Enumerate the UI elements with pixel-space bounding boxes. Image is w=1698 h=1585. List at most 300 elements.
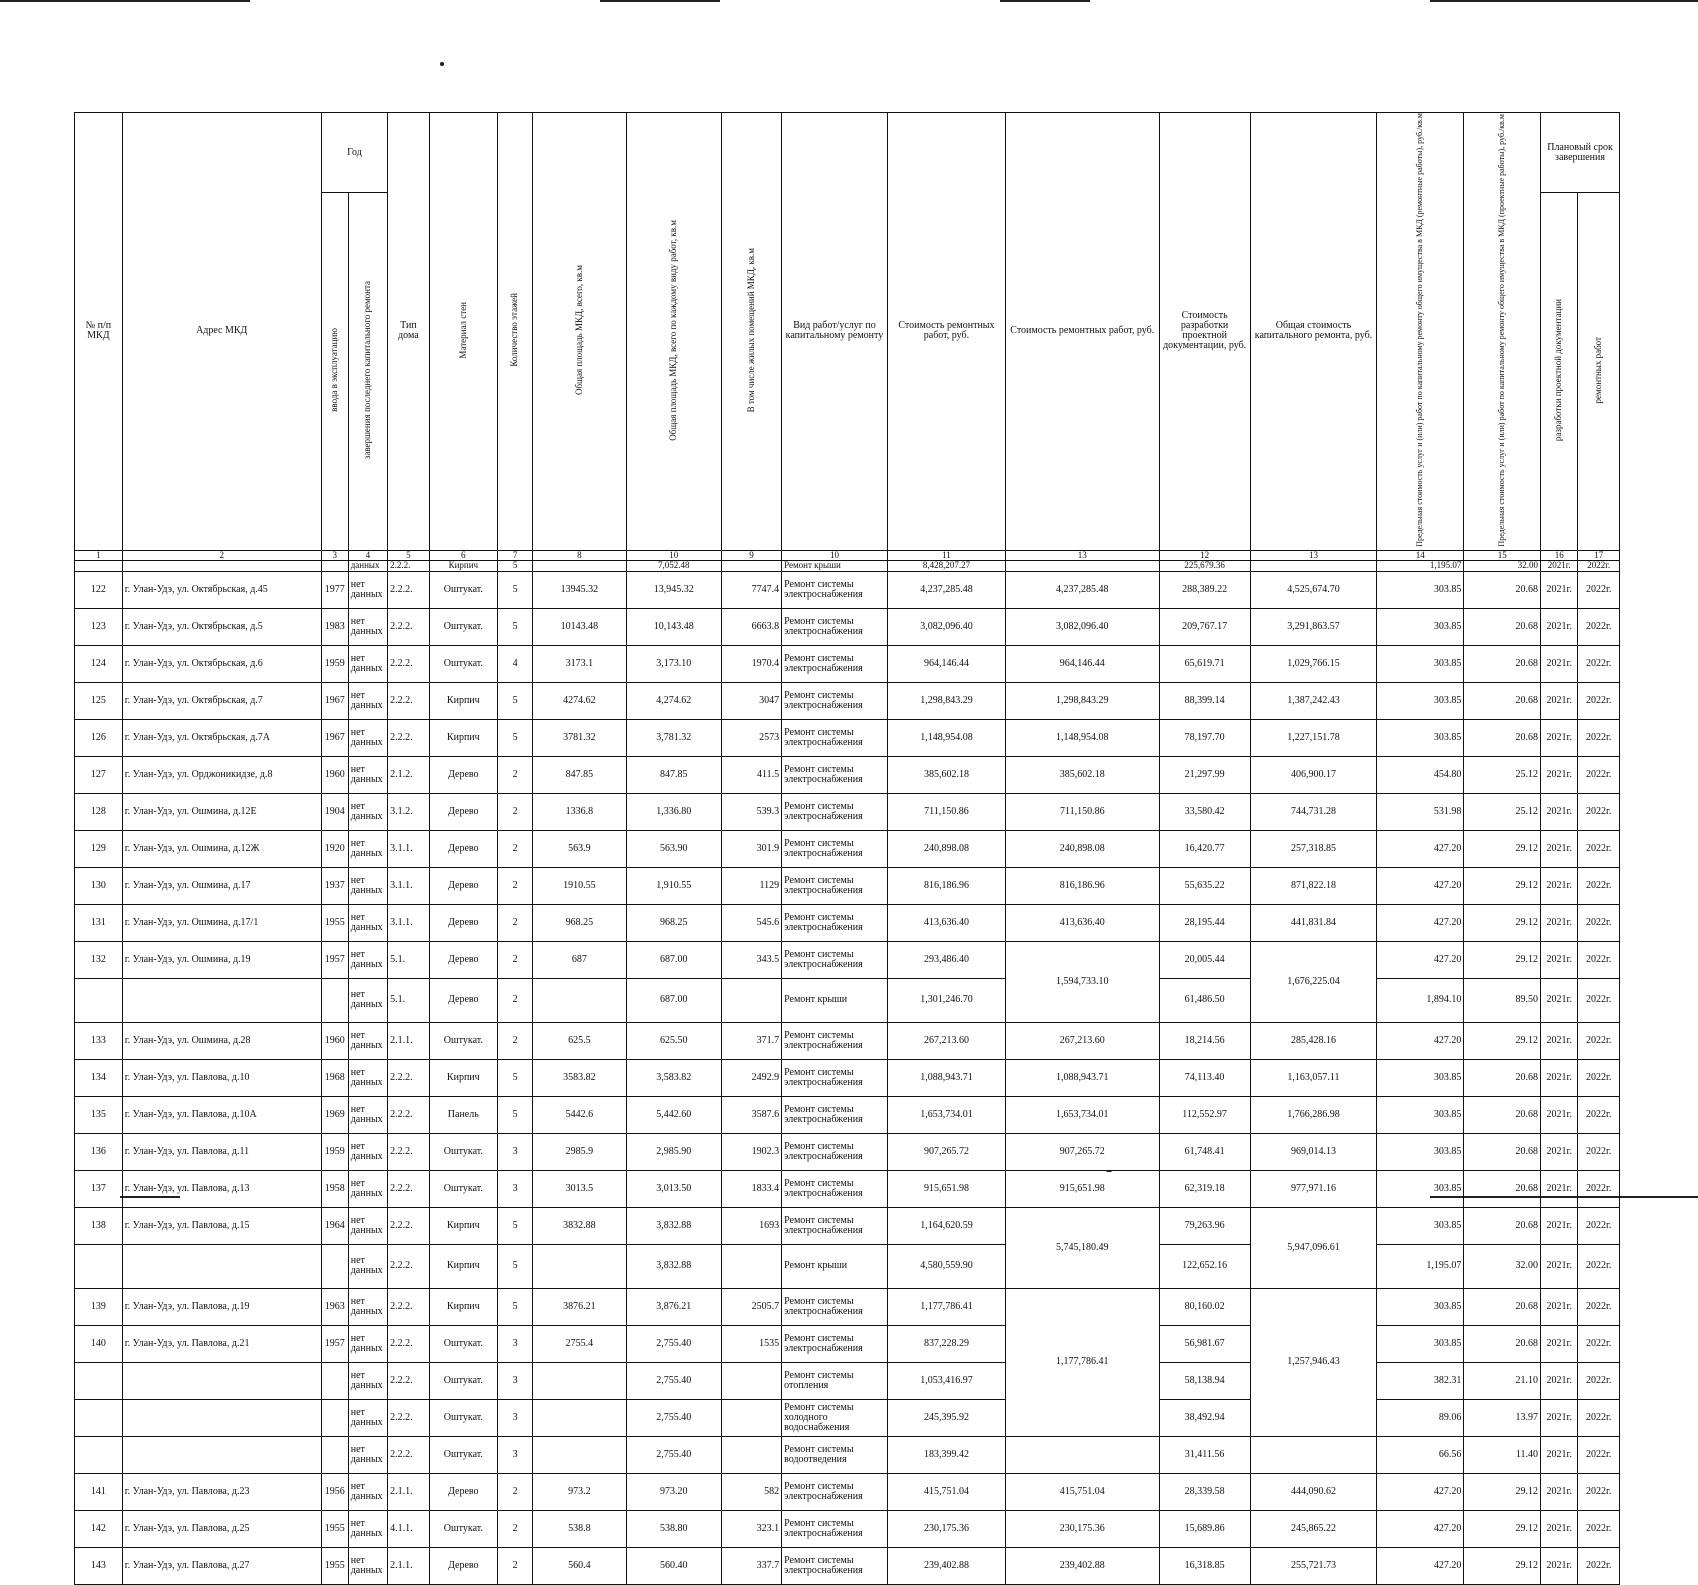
cell-cost-repair: 183,399.42 <box>887 1436 1005 1473</box>
cell-house-type: 3.1.1. <box>388 867 429 904</box>
cell-cost-repair: 385,602.18 <box>887 756 1005 793</box>
cell-year-last-repair: нет данных <box>348 904 387 941</box>
cell-plan-repair: 2022г. <box>1578 1436 1620 1473</box>
cell-year-last-repair: нет данных <box>348 1473 387 1510</box>
cell-total-area <box>533 1244 626 1288</box>
cell-year-last-repair: нет данных <box>348 756 387 793</box>
cell-year-last-repair: нет данных <box>348 571 387 608</box>
scan-speck <box>440 62 444 66</box>
cell-year-last-repair: нет данных <box>348 1096 387 1133</box>
header-limit-repair: Предельная стоимость услуг и (или) работ по капитальному ремонту общего имущества в МКД (ремонтные работы), руб./кв.м <box>1377 113 1464 551</box>
scan-edge-mark <box>600 0 720 2</box>
cell-total-area: 4274.62 <box>533 682 626 719</box>
cell-house-type: 2.2.2. <box>388 1325 429 1362</box>
cell-plan-repair: 2022г. <box>1578 1096 1620 1133</box>
cell-cost-total <box>1250 560 1377 571</box>
header-plan-repair: ремонтных работ <box>1578 193 1620 550</box>
cell-limit-project: 20.68 <box>1464 571 1541 608</box>
header-cost-total: Общая стоимость капитального ремонта, руб. <box>1250 113 1377 551</box>
cell-area-per-work: 2,755.40 <box>626 1436 721 1473</box>
cell-cost-repair-total: 239,402.88 <box>1006 1547 1159 1584</box>
cell-wall-material: Кирпич <box>429 682 497 719</box>
cell-plan-project: 2021г. <box>1541 978 1578 1022</box>
cell-wall-material: Оштукат. <box>429 608 497 645</box>
cell-cost-repair-total: 964,146.44 <box>1006 645 1159 682</box>
cell-cost-project: 65,619.71 <box>1159 645 1250 682</box>
cell-plan-project: 2021г. <box>1541 682 1578 719</box>
cell-work-type: Ремонт системы холодного водоснабжения <box>782 1399 888 1436</box>
cell-year-last-repair: нет данных <box>348 682 387 719</box>
cell-floors: 2 <box>498 941 533 978</box>
cell-cost-project: 112,552.97 <box>1159 1096 1250 1133</box>
cell-floors: 5 <box>498 571 533 608</box>
header-plan-project: разработки проектной документации <box>1541 193 1578 550</box>
cell-house-type: 2.2.2. <box>388 719 429 756</box>
cell-year-commission: 1955 <box>321 1547 348 1584</box>
cell-row-number: 135 <box>75 1096 123 1133</box>
cell-work-type: Ремонт системы электроснабжения <box>782 867 888 904</box>
cell-year-commission: 1937 <box>321 867 348 904</box>
cell-address: г. Улан-Удэ, ул. Ошмина, д.17 <box>122 867 321 904</box>
header-cost-project: Стоимость разработки проектной документации, руб. <box>1159 113 1250 551</box>
cell-house-type: 2.2.2. <box>388 645 429 682</box>
cell-residential-area: 1535 <box>721 1325 781 1362</box>
cell-year-commission: 1920 <box>321 830 348 867</box>
cell-plan-repair: 2022г. <box>1578 571 1620 608</box>
cell-year-commission: 1983 <box>321 608 348 645</box>
table-row <box>75 645 1620 682</box>
cell-plan-project: 2021г. <box>1541 608 1578 645</box>
cell-row-number: 133 <box>75 1022 123 1059</box>
cell-plan-project: 2021г. <box>1541 1288 1578 1325</box>
cell-work-type: Ремонт системы электроснабжения <box>782 904 888 941</box>
cell-address: г. Улан-Удэ, ул. Павлова, д.11 <box>122 1133 321 1170</box>
cell-row-number: 139 <box>75 1288 123 1325</box>
cell-plan-repair: 2022г. <box>1578 1244 1620 1288</box>
cell-floors: 2 <box>498 1022 533 1059</box>
cell-floors: 3 <box>498 1436 533 1473</box>
table-row <box>75 1170 1620 1207</box>
table-row <box>75 682 1620 719</box>
cell-house-type: 2.2.2. <box>388 1059 429 1096</box>
table-row <box>75 756 1620 793</box>
cell-cost-total: 1,227,151.78 <box>1250 719 1377 756</box>
cell-limit-project: 13.97 <box>1464 1399 1541 1436</box>
cell-area-per-work: 1,336.80 <box>626 793 721 830</box>
cell-plan-repair: 2022г. <box>1578 904 1620 941</box>
cell-residential-area: 337.7 <box>721 1547 781 1584</box>
cell-work-type: Ремонт системы электроснабжения <box>782 1288 888 1325</box>
cell-floors: 2 <box>498 793 533 830</box>
cell-address <box>122 1399 321 1436</box>
cell-floors: 5 <box>498 1059 533 1096</box>
cell-limit-project: 20.68 <box>1464 1207 1541 1244</box>
cell-limit-repair: 427.20 <box>1377 867 1464 904</box>
cell-wall-material: Дерево <box>429 756 497 793</box>
cell-limit-repair: 89.06 <box>1377 1399 1464 1436</box>
cell-cost-repair-total: 1,298,843.29 <box>1006 682 1159 719</box>
table-row <box>75 1473 1620 1510</box>
cell-cost-repair-total: 3,082,096.40 <box>1006 608 1159 645</box>
cell-cost-repair: 816,186.96 <box>887 867 1005 904</box>
cell-cost-repair-total: 385,602.18 <box>1006 756 1159 793</box>
cell-limit-repair: 303.85 <box>1377 571 1464 608</box>
cell-plan-project: 2021г. <box>1541 941 1578 978</box>
cell-cost-project: 33,580.42 <box>1159 793 1250 830</box>
cell-house-type: 2.2.2. <box>388 1399 429 1436</box>
cell-cost-repair: 4,237,285.48 <box>887 571 1005 608</box>
header-area-per-work: Общая площадь МКД, всего по каждому виду работ, кв.м <box>626 113 721 551</box>
cell-wall-material: Дерево <box>429 904 497 941</box>
table-row <box>75 608 1620 645</box>
cell-cost-repair-total: 915,651.98 <box>1006 1170 1159 1207</box>
cell-year-commission <box>321 1362 348 1399</box>
cell-cost-repair-total: 1,088,943.71 <box>1006 1059 1159 1096</box>
cell-residential-area: 2505.7 <box>721 1288 781 1325</box>
cell-limit-project: 20.68 <box>1464 1288 1541 1325</box>
cell-plan-project: 2021г. <box>1541 1547 1578 1584</box>
cell-plan-repair: 2022г. <box>1578 1325 1620 1362</box>
cell-floors: 5 <box>498 560 533 571</box>
cell-area-per-work: 1,910.55 <box>626 867 721 904</box>
cell-house-type: 2.2.2. <box>388 1436 429 1473</box>
table-row <box>75 904 1620 941</box>
cell-row-number: 132 <box>75 941 123 978</box>
cell-total-area: 968.25 <box>533 904 626 941</box>
cell-plan-repair: 2022г. <box>1578 1170 1620 1207</box>
cell-row-number: 128 <box>75 793 123 830</box>
cell-limit-project: 20.68 <box>1464 645 1541 682</box>
cell-total-area <box>533 1436 626 1473</box>
cell-row-number: 127 <box>75 756 123 793</box>
cell-cost-total: 444,090.62 <box>1250 1473 1377 1510</box>
cell-year-commission <box>321 1244 348 1288</box>
table-row <box>75 1399 1620 1436</box>
header-wall-material: Материал стен <box>429 113 497 551</box>
cell-residential-area <box>721 978 781 1022</box>
cell-year-commission: 1956 <box>321 1473 348 1510</box>
cell-house-type: 2.2.2. <box>388 1207 429 1244</box>
cell-year-commission <box>321 1436 348 1473</box>
cell-cost-repair: 245,395.92 <box>887 1399 1005 1436</box>
cell-cost-project: 122,652.16 <box>1159 1244 1250 1288</box>
cell-house-type: 2.2.2. <box>388 560 429 571</box>
cell-cost-project: 58,138.94 <box>1159 1362 1250 1399</box>
column-number: 7 <box>498 550 533 560</box>
cell-limit-project: 29.12 <box>1464 1510 1541 1547</box>
cell-house-type: 2.2.2. <box>388 1170 429 1207</box>
cell-residential-area: 7747.4 <box>721 571 781 608</box>
cell-cost-project: 16,420.77 <box>1159 830 1250 867</box>
cell-area-per-work: 3,583.82 <box>626 1059 721 1096</box>
cell-cost-total: 744,731.28 <box>1250 793 1377 830</box>
cell-year-last-repair: нет данных <box>348 1362 387 1399</box>
cell-year-commission: 1964 <box>321 1207 348 1244</box>
cell-year-last-repair: нет данных <box>348 1436 387 1473</box>
table-row <box>75 978 1620 1022</box>
cell-address: г. Улан-Удэ, ул. Октябрьская, д.45 <box>122 571 321 608</box>
cell-total-area: 10143.48 <box>533 608 626 645</box>
cell-cost-total: 977,971.16 <box>1250 1170 1377 1207</box>
cell-limit-project: 29.12 <box>1464 867 1541 904</box>
cell-cost-total: 1,029,766.15 <box>1250 645 1377 682</box>
header-row-1 <box>75 113 1620 193</box>
cell-plan-repair: 2022г. <box>1578 682 1620 719</box>
cell-limit-repair: 531.98 <box>1377 793 1464 830</box>
column-number: 13 <box>1250 550 1377 560</box>
cell-cost-repair: 230,175.36 <box>887 1510 1005 1547</box>
column-number: 13 <box>1006 550 1159 560</box>
cell-residential-area <box>721 1399 781 1436</box>
cell-cost-project: 62,319.18 <box>1159 1170 1250 1207</box>
cell-plan-project: 2021г. <box>1541 1399 1578 1436</box>
cell-year-commission <box>321 1399 348 1436</box>
cell-limit-project: 89.50 <box>1464 978 1541 1022</box>
cell-area-per-work: 2,755.40 <box>626 1399 721 1436</box>
cell-cost-repair-total: 4,237,285.48 <box>1006 571 1159 608</box>
cell-plan-repair: 2022г. <box>1578 1133 1620 1170</box>
column-number: 4 <box>348 550 387 560</box>
cell-plan-repair: 2022г. <box>1578 1473 1620 1510</box>
cell-year-last-repair: нет данных <box>348 645 387 682</box>
cell-limit-repair: 427.20 <box>1377 1473 1464 1510</box>
column-number: 8 <box>533 550 626 560</box>
cell-plan-project: 2021г. <box>1541 867 1578 904</box>
cell-work-type: Ремонт системы электроснабжения <box>782 1207 888 1244</box>
cell-work-type: Ремонт системы электроснабжения <box>782 1096 888 1133</box>
cell-cost-total <box>1250 1436 1377 1473</box>
cell-year-commission: 1958 <box>321 1170 348 1207</box>
cell-house-type: 2.1.1. <box>388 1547 429 1584</box>
cell-limit-project: 29.12 <box>1464 904 1541 941</box>
cell-total-area <box>533 1362 626 1399</box>
cell-cost-repair-total: 907,265.72 <box>1006 1133 1159 1170</box>
cell-limit-repair: 303.85 <box>1377 1096 1464 1133</box>
cell-house-type: 3.1.1. <box>388 830 429 867</box>
header-year-group: Год <box>321 113 387 193</box>
table-row <box>75 941 1620 978</box>
cell-cost-project: 225,679.36 <box>1159 560 1250 571</box>
cell-plan-project: 2021г. <box>1541 1473 1578 1510</box>
cell-house-type: 2.2.2. <box>388 571 429 608</box>
cell-floors: 3 <box>498 1133 533 1170</box>
cell-address <box>122 1362 321 1399</box>
column-number: 14 <box>1377 550 1464 560</box>
cell-cost-project: 88,399.14 <box>1159 682 1250 719</box>
cell-limit-project: 20.68 <box>1464 608 1541 645</box>
cell-year-commission: 1904 <box>321 793 348 830</box>
cell-house-type: 2.2.2. <box>388 1096 429 1133</box>
cell-total-area: 1910.55 <box>533 867 626 904</box>
cell-cost-repair: 1,088,943.71 <box>887 1059 1005 1096</box>
table-row <box>75 1510 1620 1547</box>
cell-year-last-repair: нет данных <box>348 1288 387 1325</box>
cell-plan-project: 2021г. <box>1541 1096 1578 1133</box>
cell-plan-project: 2021г. <box>1541 1325 1578 1362</box>
cell-cost-repair: 267,213.60 <box>887 1022 1005 1059</box>
cell-cost-total: 255,721.73 <box>1250 1547 1377 1584</box>
cell-limit-repair: 303.85 <box>1377 682 1464 719</box>
cell-floors: 2 <box>498 1510 533 1547</box>
cell-limit-project: 20.68 <box>1464 682 1541 719</box>
cell-total-area: 1336.8 <box>533 793 626 830</box>
cell-cost-project: 78,197.70 <box>1159 719 1250 756</box>
cell-area-per-work: 13,945.32 <box>626 571 721 608</box>
cell-plan-repair: 2022г. <box>1578 1059 1620 1096</box>
cell-work-type: Ремонт системы водоотведения <box>782 1436 888 1473</box>
cell-address: г. Улан-Удэ, ул. Павлова, д.19 <box>122 1288 321 1325</box>
scan-edge-mark <box>1430 0 1698 2</box>
table-row <box>75 1325 1620 1362</box>
cell-area-per-work: 847.85 <box>626 756 721 793</box>
cell-floors: 5 <box>498 1096 533 1133</box>
cell-cost-repair: 4,580,559.90 <box>887 1244 1005 1288</box>
cell-wall-material: Дерево <box>429 978 497 1022</box>
cell-year-commission <box>321 978 348 1022</box>
cell-wall-material: Дерево <box>429 830 497 867</box>
cell-limit-repair: 303.85 <box>1377 645 1464 682</box>
cell-plan-project: 2021г. <box>1541 719 1578 756</box>
cell-plan-project: 2021г. <box>1541 793 1578 830</box>
table-row <box>75 1436 1620 1473</box>
cell-year-commission: 1967 <box>321 719 348 756</box>
cell-year-last-repair: нет данных <box>348 1325 387 1362</box>
cell-row-number <box>75 1399 123 1436</box>
cell-area-per-work: 2,755.40 <box>626 1325 721 1362</box>
cell-address: г. Улан-Удэ, ул. Павлова, д.23 <box>122 1473 321 1510</box>
scan-edge-mark <box>0 0 250 2</box>
cell-plan-repair: 2022г. <box>1578 719 1620 756</box>
cell-cost-repair: 915,651.98 <box>887 1170 1005 1207</box>
cell-total-area: 847.85 <box>533 756 626 793</box>
cell-limit-repair: 303.85 <box>1377 1325 1464 1362</box>
cell-house-type: 2.2.2. <box>388 682 429 719</box>
table-row <box>75 571 1620 608</box>
header-floors: Количество этажей <box>498 113 533 551</box>
cell-area-per-work: 560.40 <box>626 1547 721 1584</box>
cell-cost-repair-total: 230,175.36 <box>1006 1510 1159 1547</box>
cell-work-type: Ремонт системы электроснабжения <box>782 756 888 793</box>
cell-cost-project: 15,689.86 <box>1159 1510 1250 1547</box>
cell-house-type: 2.2.2. <box>388 1288 429 1325</box>
cell-row-number: 122 <box>75 571 123 608</box>
cell-year-commission: 1969 <box>321 1096 348 1133</box>
cell-floors: 3 <box>498 1170 533 1207</box>
cell-residential-area: 323.1 <box>721 1510 781 1547</box>
cell-work-type: Ремонт системы электроснабжения <box>782 571 888 608</box>
cell-total-area: 3583.82 <box>533 1059 626 1096</box>
cell-cost-repair: 1,653,734.01 <box>887 1096 1005 1133</box>
cell-total-area <box>533 560 626 571</box>
cell-row-number <box>75 978 123 1022</box>
cell-cost-total: 1,766,286.98 <box>1250 1096 1377 1133</box>
cell-wall-material: Оштукат. <box>429 1022 497 1059</box>
cell-plan-repair: 2022г. <box>1578 1022 1620 1059</box>
cell-floors: 4 <box>498 645 533 682</box>
cell-residential-area: 2492.9 <box>721 1059 781 1096</box>
column-number: 16 <box>1541 550 1578 560</box>
cell-limit-project: 21.10 <box>1464 1362 1541 1399</box>
cell-area-per-work: 3,832.88 <box>626 1244 721 1288</box>
cell-residential-area: 545.6 <box>721 904 781 941</box>
cell-cost-repair: 1,301,246.70 <box>887 978 1005 1022</box>
cell-residential-area: 1970.4 <box>721 645 781 682</box>
cell-row-number: 136 <box>75 1133 123 1170</box>
cell-total-area: 973.2 <box>533 1473 626 1510</box>
cell-limit-repair: 303.85 <box>1377 719 1464 756</box>
cell-cost-project: 288,389.22 <box>1159 571 1250 608</box>
cell-cost-total: 3,291,863.57 <box>1250 608 1377 645</box>
cell-year-last-repair: нет данных <box>348 1244 387 1288</box>
cell-plan-project: 2021г. <box>1541 1244 1578 1288</box>
cell-address: г. Улан-Удэ, ул. Ошмина, д.17/1 <box>122 904 321 941</box>
cell-residential-area <box>721 1362 781 1399</box>
cell-year-commission: 1955 <box>321 1510 348 1547</box>
header-total-area: Общая площадь МКД, всего, кв.м <box>533 113 626 551</box>
cell-year-last-repair: нет данных <box>348 1133 387 1170</box>
cell-year-commission: 1967 <box>321 682 348 719</box>
cell-plan-repair: 2022г. <box>1578 1207 1620 1244</box>
cell-year-last-repair: нет данных <box>348 1059 387 1096</box>
cell-area-per-work: 5,442.60 <box>626 1096 721 1133</box>
cell-limit-repair: 454.80 <box>1377 756 1464 793</box>
cell-cost-project: 56,981.67 <box>1159 1325 1250 1362</box>
cell-limit-project: 29.12 <box>1464 1547 1541 1584</box>
cell-wall-material: Кирпич <box>429 1244 497 1288</box>
cell-area-per-work: 3,876.21 <box>626 1288 721 1325</box>
cell-limit-project: 32.00 <box>1464 1244 1541 1288</box>
cell-cost-total: 1,387,242.43 <box>1250 682 1377 719</box>
cell-row-number: 125 <box>75 682 123 719</box>
cell-work-type: Ремонт системы электроснабжения <box>782 830 888 867</box>
cell-residential-area: 343.5 <box>721 941 781 978</box>
cell-limit-project: 20.68 <box>1464 719 1541 756</box>
cell-address: г. Улан-Удэ, ул. Павлова, д.10А <box>122 1096 321 1133</box>
cell-wall-material: Оштукат. <box>429 1133 497 1170</box>
cell-floors: 3 <box>498 1325 533 1362</box>
cell-residential-area: 6663.8 <box>721 608 781 645</box>
cell-cost-repair-total: 711,150.86 <box>1006 793 1159 830</box>
cell-cost-total: 871,822.18 <box>1250 867 1377 904</box>
cell-area-per-work: 7,052.48 <box>626 560 721 571</box>
cell-work-type: Ремонт системы отопления <box>782 1362 888 1399</box>
cell-area-per-work: 625.50 <box>626 1022 721 1059</box>
cell-plan-repair: 2022г. <box>1578 1399 1620 1436</box>
cell-cost-repair: 293,486.40 <box>887 941 1005 978</box>
cell-cost-project: 38,492.94 <box>1159 1399 1250 1436</box>
table-row <box>75 1207 1620 1244</box>
cell-year-commission: 1960 <box>321 1022 348 1059</box>
cell-residential-area: 411.5 <box>721 756 781 793</box>
column-number: 2 <box>122 550 321 560</box>
cell-cost-repair-total: 5,745,180.49 <box>1006 1207 1159 1288</box>
cell-plan-project: 2021г. <box>1541 1436 1578 1473</box>
cell-plan-repair: 2022г. <box>1578 560 1620 571</box>
cell-residential-area: 3587.6 <box>721 1096 781 1133</box>
cell-address: г. Улан-Удэ, ул. Октябрьская, д.6 <box>122 645 321 682</box>
cell-limit-repair: 1,195.07 <box>1377 560 1464 571</box>
cell-cost-repair: 240,898.08 <box>887 830 1005 867</box>
cell-limit-project: 25.12 <box>1464 793 1541 830</box>
cell-year-commission: 1968 <box>321 1059 348 1096</box>
cell-work-type: Ремонт системы электроснабжения <box>782 793 888 830</box>
cell-address <box>122 1244 321 1288</box>
cell-row-number: 123 <box>75 608 123 645</box>
cell-address: г. Улан-Удэ, ул. Павлова, д.27 <box>122 1547 321 1584</box>
cell-plan-project: 2021г. <box>1541 1022 1578 1059</box>
cell-plan-repair: 2022г. <box>1578 941 1620 978</box>
cell-cost-repair: 8,428,207.27 <box>887 560 1005 571</box>
